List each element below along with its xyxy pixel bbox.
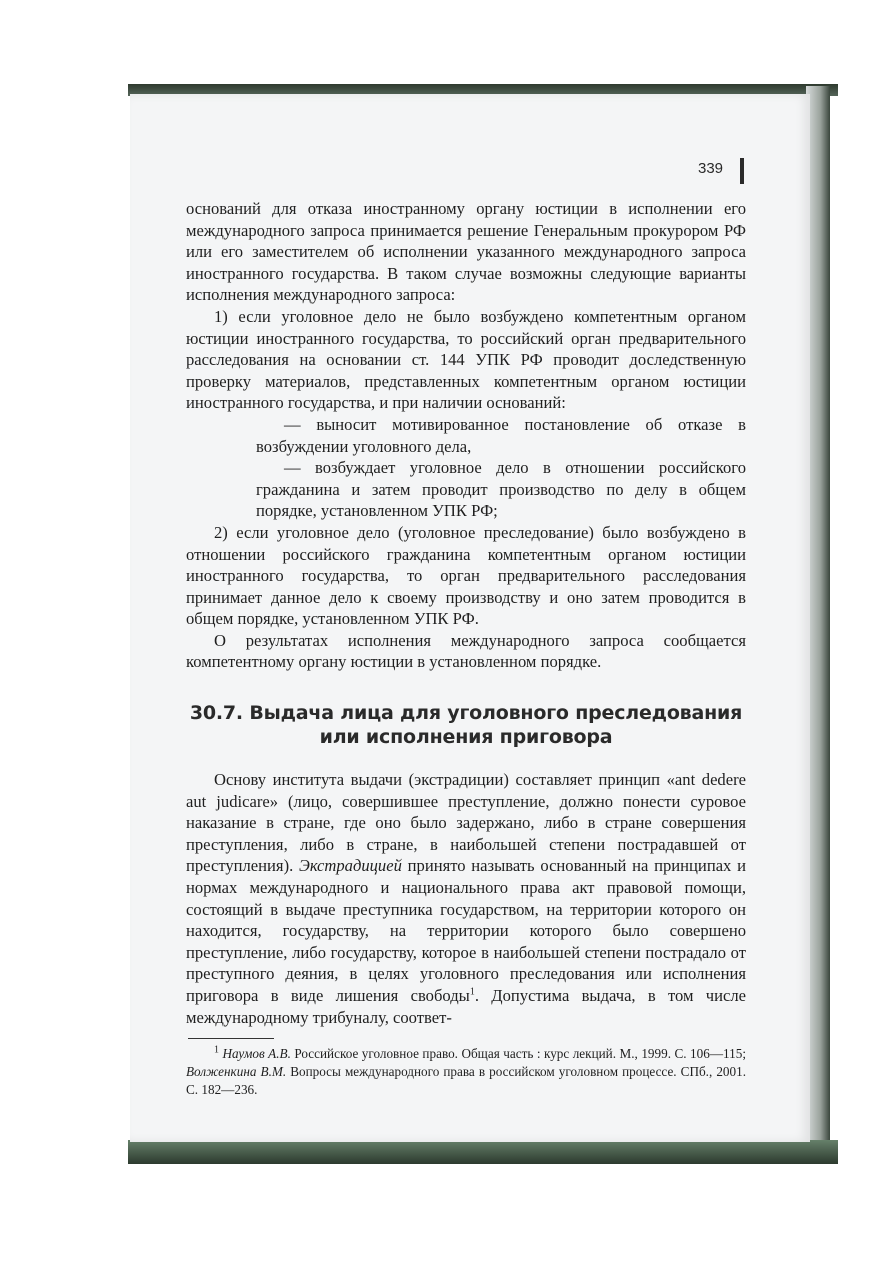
footnote-author-1: Наумов А.В. bbox=[222, 1046, 291, 1062]
paragraph-extradition-definition: принято называть основанный на принципах и нормах международного и национального права акт правовой помощи, состоящий в выдаче преступника государством, на территории которого он находится, государству, на территории которого было совершено преступление, либо государству, которое в наибольшей степени пострадало от преступного деяния, в целях уголовного преследования или исполнения приговора в виде лишения свободы bbox=[186, 856, 746, 1005]
section-heading-line-1: 30.7. Выдача лица для уголовного преследования bbox=[189, 702, 743, 725]
section-heading bbox=[186, 701, 746, 749]
footnote-rule bbox=[188, 1038, 274, 1039]
term-extradition: Экстрадицией bbox=[299, 856, 402, 876]
footnote-author-2: Волженкина В.М. bbox=[186, 1064, 287, 1080]
paragraph-extradition-intro: Основу института выдачи (экстрадиции) составляет принцип «ant dedere aut judicare» (лицо, совершившее преступление, должно понести суровое наказание в стране, где оно было задержано, либо в стране совершения преступления, либо в стране, в наибольшей степени пострадавшей от преступления). bbox=[186, 770, 746, 876]
page-body bbox=[186, 198, 746, 1099]
footnote-reference[interactable]: 1 bbox=[469, 986, 475, 998]
footnote bbox=[186, 1045, 746, 1099]
list-item-1: 1) если уголовное дело не было возбуждено компетентным органом юстиции иностранного государства, то российский орган предварительного расследования на основании ст. 144 УПК РФ проводит доследственную проверку материалов, представленных компетентным органом юстиции иностранного государства, и при наличии оснований: bbox=[186, 306, 746, 413]
footnote-text-1: Российское уголовное право. Общая часть : курс лекций. М., 1999. С. 106—115; bbox=[294, 1046, 746, 1062]
paragraph-extradition bbox=[186, 769, 746, 1028]
dash-item-2: — возбуждает уголовное дело в отношении российского гражданина и затем проводит производство по делу в общем порядке, установленном УПК РФ; bbox=[256, 458, 746, 521]
scan-edge-bottom bbox=[128, 1140, 838, 1164]
dash-item-1: — выносит мотивированное постановление об отказе в возбуждении уголовного дела, bbox=[256, 414, 746, 456]
footnote-mark: 1 bbox=[214, 1044, 219, 1056]
page-number: 339 bbox=[698, 160, 724, 177]
paragraph-extradition-end: . Допустима выдача, в том числе международному трибуналу, соответ- bbox=[186, 986, 746, 1027]
list-item-2: 2) если уголовное дело (уголовное преследование) было возбуждено в отношении российского гражданина компетентным органом юстиции иностранного государства, то орган предварительного расследования принимает данное дело к своему производству и оно затем проводится в общем порядке, установленном УПК РФ. bbox=[186, 522, 746, 629]
paragraph-continuation: оснований для отказа иностранному органу юстиции в исполнении его международного запроса принимается решение Генеральным прокурором РФ или его заместителем об исполнении указанного международного запроса иностранного государства. В таком случае возможны следующие варианты исполнения международного запроса: bbox=[186, 199, 746, 305]
section-heading-line-2: или исполнения приговора bbox=[319, 726, 613, 749]
footnote-text-2: Вопросы международного права в российском уголовном процессе. СПб., 2001. С. 182—236. bbox=[186, 1064, 747, 1098]
page-number-bar bbox=[740, 158, 744, 184]
paragraph-result: О результатах исполнения международного запроса сообщается компетентному органу юстиции в установленном порядке. bbox=[186, 630, 746, 672]
